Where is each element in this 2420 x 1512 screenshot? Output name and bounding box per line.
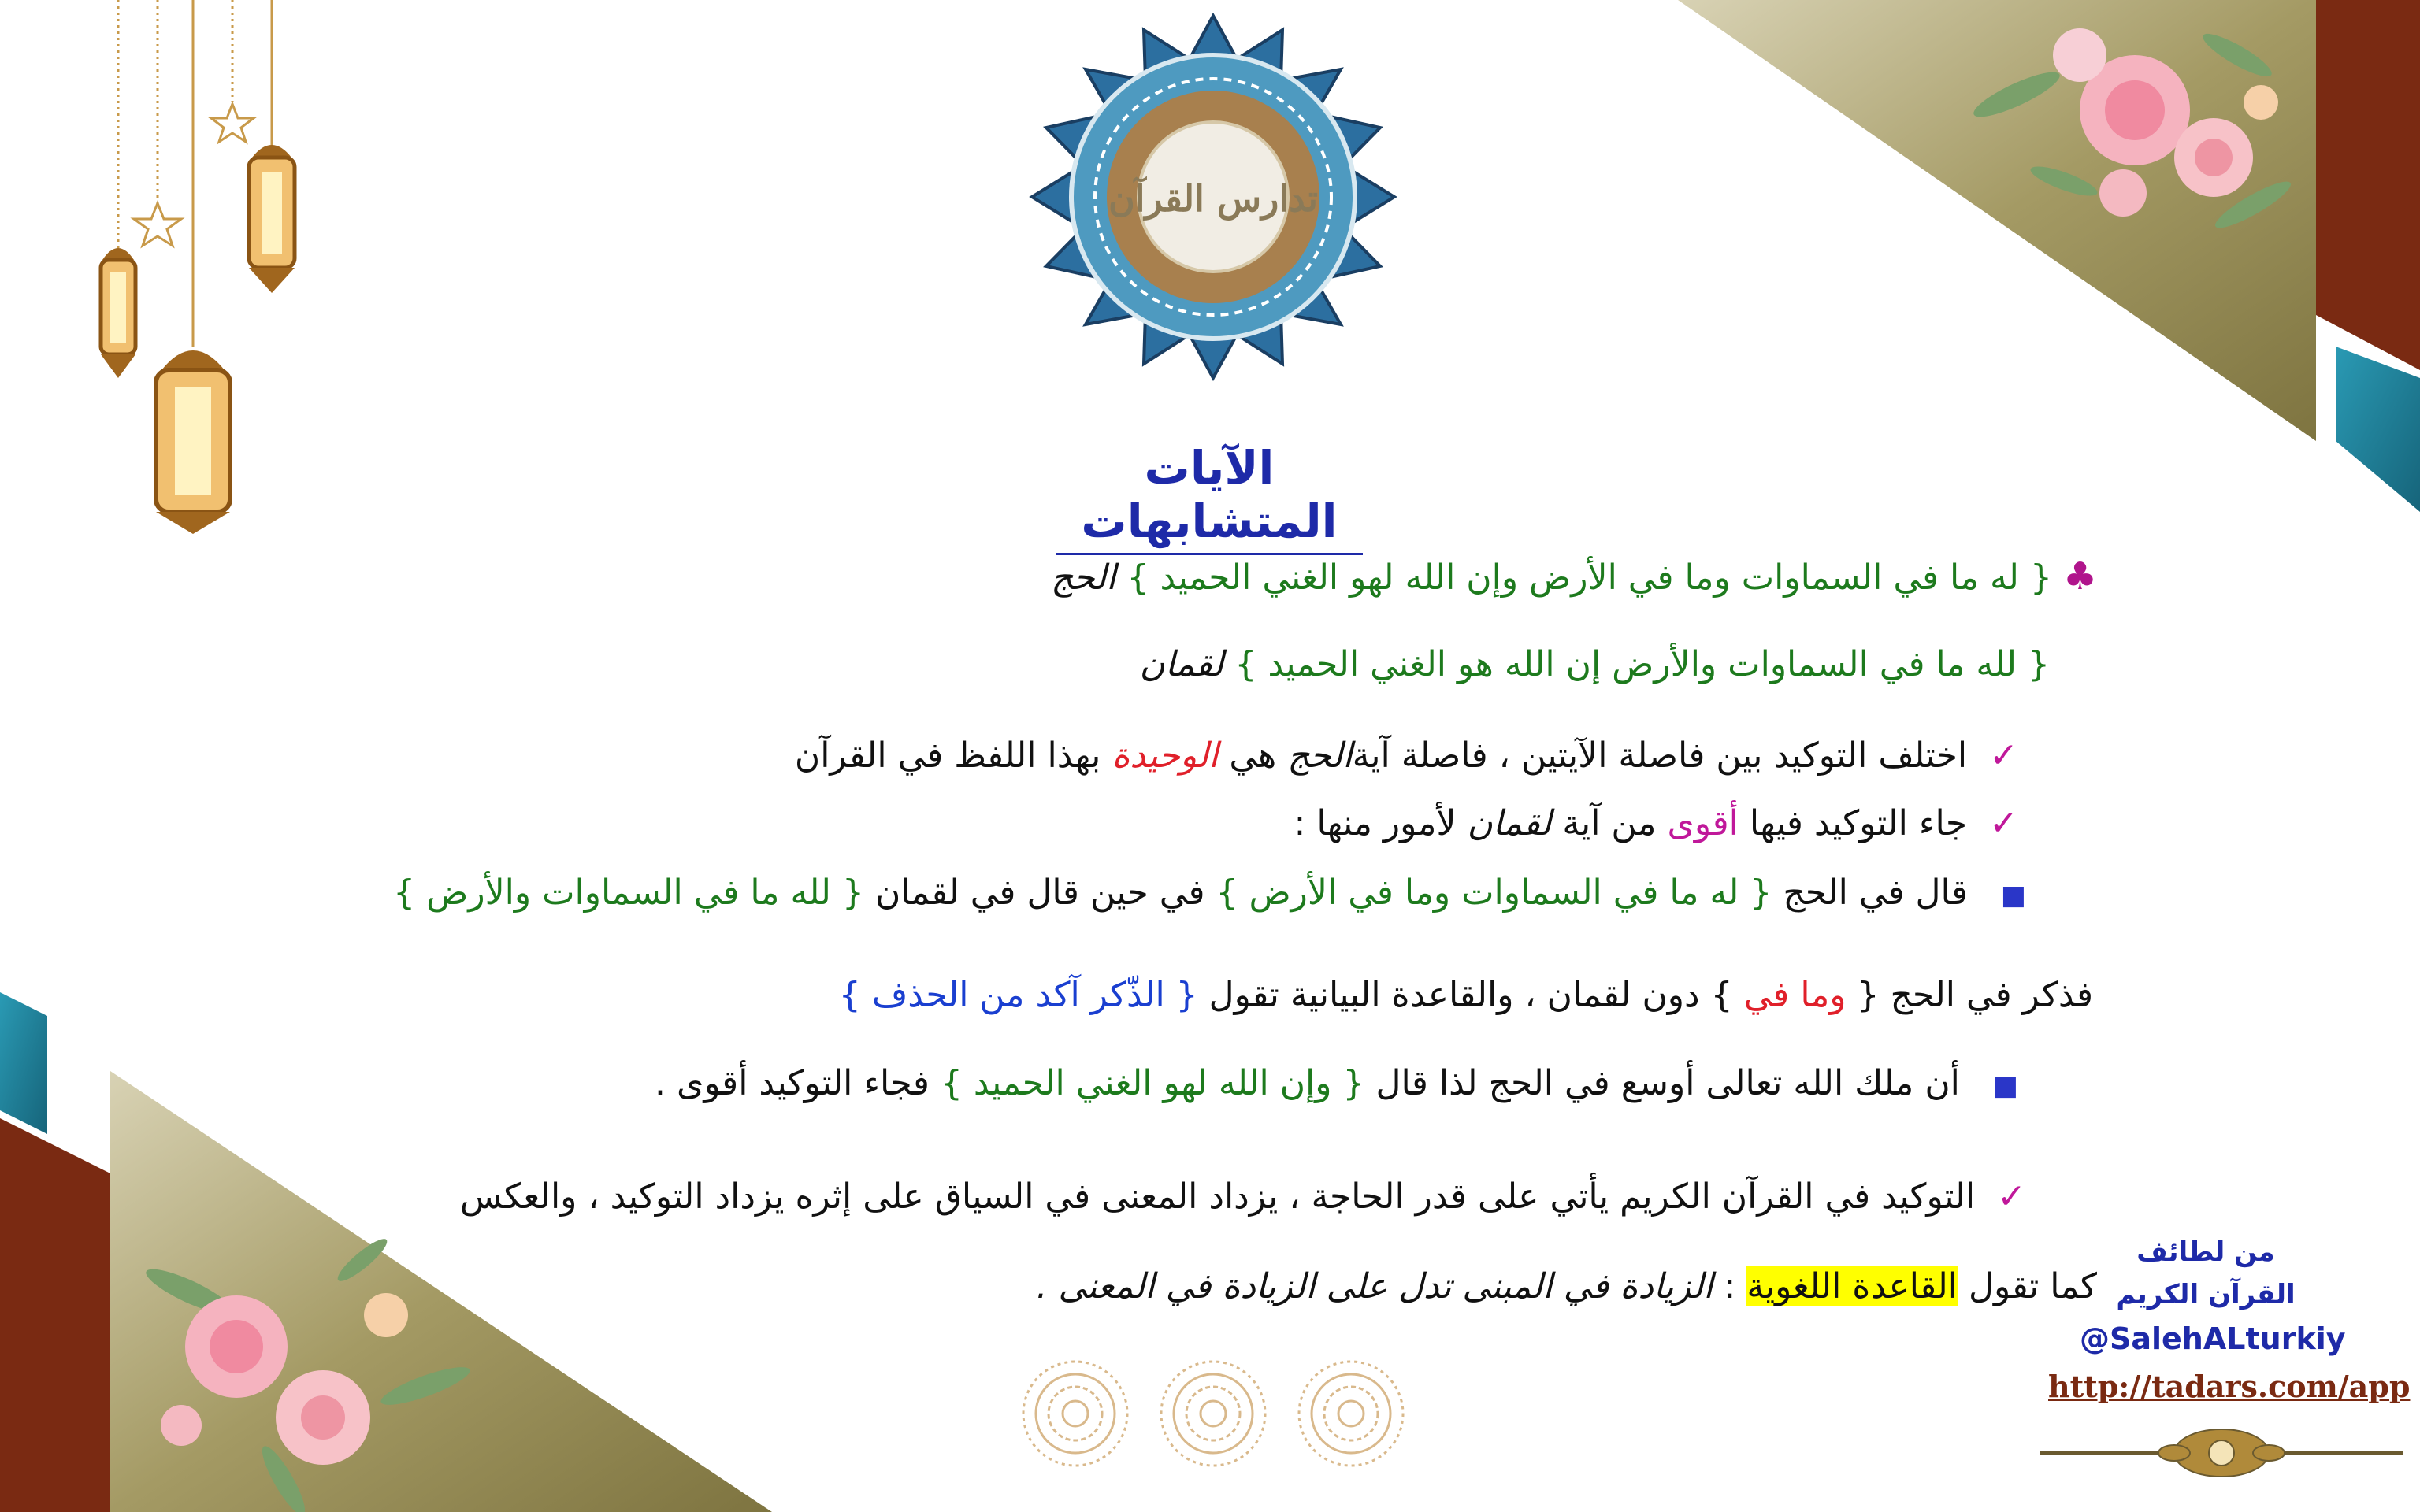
check-icon: ✓ [1989, 736, 2018, 776]
lantern-big [156, 350, 230, 534]
verse-luqman-source: لقمان [1139, 644, 1224, 684]
flowers-top-right-icon [1954, 8, 2316, 260]
medallion-icon [1023, 1362, 1127, 1466]
medallion-icon [1161, 1362, 1265, 1466]
lanterns-icon [71, 0, 331, 536]
signature-line2: القرآن الكريم [2116, 1279, 2296, 1310]
point-linguistic-rule: كما تقول القاعدة اللغوية : الزيادة في المبنى تدل على الزيادة في المعنى . [1036, 1266, 2097, 1306]
flowers-bottom-left-icon [126, 1228, 488, 1512]
signature-line1: من لطائف [2136, 1236, 2275, 1268]
medallions-decor [1016, 1354, 1410, 1473]
point-dominion: ■ أن ملك الله تعالى أوسع في الحج لذا قال { وإن الله لهو الغني الحميد } فجاء التوكيد أقوى . [655, 1063, 2018, 1103]
verse-hajj: ♣ { له ما في السماوات وما في الأرض وإن الله لهو الغني الحميد } الحج [1051, 554, 2097, 598]
square-bullet-icon: ■ [1992, 1070, 2018, 1102]
point-emphasis-rule: ✓ التوكيد في القرآن الكريم يأتي على قدر الحاجة ، يزداد المعنى في السياق على إثره يزداد التوكيد ، والعكس [459, 1177, 2026, 1217]
verse-luqman-text: لله ما في السماوات والأرض إن الله هو الغني الحميد [1268, 644, 2017, 684]
point-rule-mention: فذكر في الحج { وما في } دون لقمان ، والقاعدة البيانية تقول { الذّكر آكد من الحذف } [838, 975, 2093, 1015]
verse-luqman: { لله ما في السماوات والأرض إن الله هو الغني الحميد } لقمان [1139, 644, 2050, 684]
point-difference: ✓ اختلف التوكيد بين فاصلة الآيتين ، فاصلة آيةالحج هي الوحيدة بهذا اللفظ في القرآن [794, 736, 2018, 776]
highlighted-rule-label: القاعدة اللغوية [1746, 1266, 1958, 1306]
verse-hajj-source: الحج [1051, 558, 1116, 598]
ornament-divider-icon [2040, 1418, 2403, 1488]
signature-handle[interactable]: @SalehALturkiy [2080, 1321, 2346, 1356]
emblem-calligraphy: تدارس القرآن [1108, 177, 1319, 220]
top-right-teal-strip [2336, 346, 2420, 512]
check-icon: ✓ [1989, 803, 2018, 843]
quran-emblem-logo [1024, 8, 1402, 386]
signature-url-link[interactable]: http://tadars.com/app [2048, 1369, 2411, 1404]
lantern-small-left [101, 248, 135, 378]
point-stronger: ✓ جاء التوكيد فيها أقوى من آية لقمان لأمور منها : [1294, 803, 2018, 843]
club-bullet-icon: ♣ [2062, 554, 2097, 598]
page-title: الآيات المتشابهات [1056, 441, 1363, 555]
medallion-icon [1299, 1362, 1403, 1466]
verse-hajj-text: له ما في السماوات وما في الأرض وإن الله لهو الغني الحميد [1160, 558, 2019, 598]
bottom-left-maroon-band [0, 1118, 110, 1512]
lantern-right [249, 145, 295, 293]
top-right-maroon-band [2316, 0, 2420, 370]
point-hajj-vs-luqman: ■ قال في الحج { له ما في السماوات وما في الأرض } في حين قال في لقمان { لله ما في السماوات والأرض } [393, 873, 2026, 913]
highlight-unique: الوحيدة [1112, 736, 1219, 776]
bottom-left-teal-strip [0, 992, 47, 1134]
square-bullet-icon: ■ [2000, 880, 2026, 911]
check-icon: ✓ [1997, 1177, 2026, 1217]
